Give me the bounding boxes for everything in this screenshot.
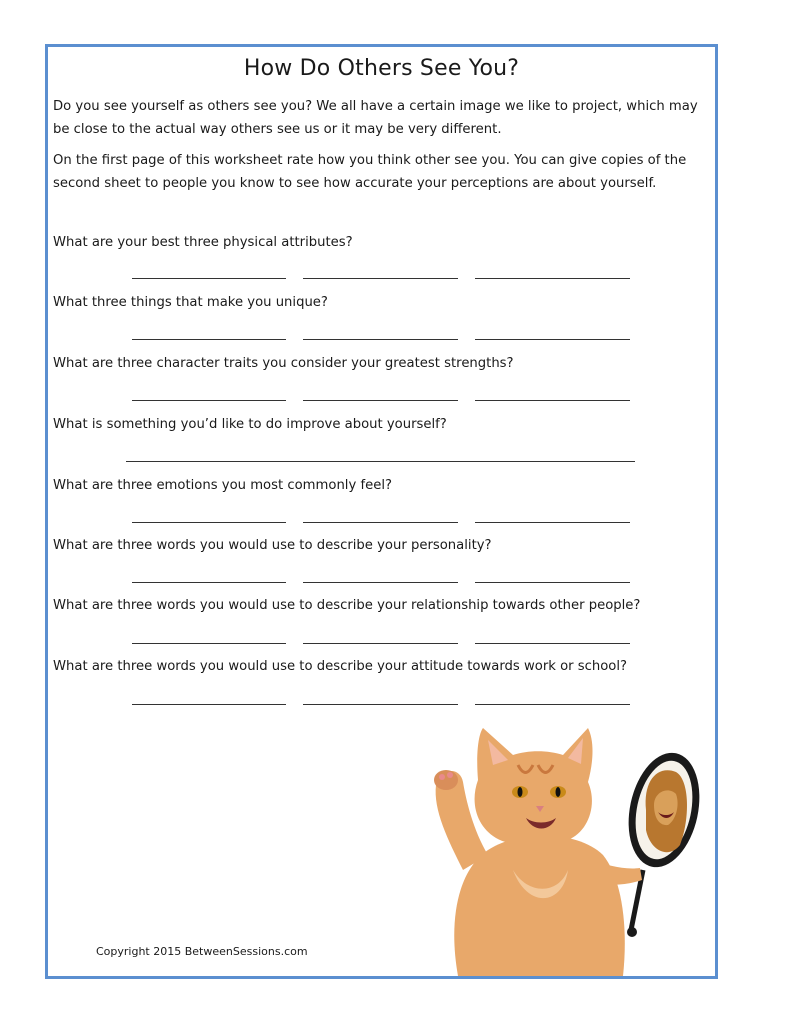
- answer-blank-8c[interactable]: [475, 704, 630, 705]
- answer-blank-6b[interactable]: [303, 582, 458, 583]
- question-7: What are three words you would use to describe your relationship towards other people?: [53, 598, 641, 613]
- answer-blank-5b[interactable]: [303, 522, 458, 523]
- answer-blank-7c[interactable]: [475, 643, 630, 644]
- question-4: What is something you’d like to do improve about yourself?: [53, 417, 447, 432]
- answer-blank-4[interactable]: [126, 461, 635, 462]
- answer-blank-5c[interactable]: [475, 522, 630, 523]
- answer-blank-2a[interactable]: [132, 339, 286, 340]
- answer-blank-2b[interactable]: [303, 339, 458, 340]
- answer-blank-6c[interactable]: [475, 582, 630, 583]
- question-2: What three things that make you unique?: [53, 295, 328, 310]
- answer-blank-2c[interactable]: [475, 339, 630, 340]
- copyright-text: Copyright 2015 BetweenSessions.com: [96, 945, 308, 958]
- intro-paragraph-2: On the first page of this worksheet rate how you think other see you. You can give copies of the second sheet to people you know to see how accurate your perceptions are about yourself.: [53, 153, 687, 191]
- question-8: What are three words you would use to describe your attitude towards work or school?: [53, 659, 628, 674]
- question-6: What are three words you would use to describe your personality?: [53, 538, 492, 553]
- answer-blank-5a[interactable]: [132, 522, 286, 523]
- answer-blank-7b[interactable]: [303, 643, 458, 644]
- question-5: What are three emotions you most commonly feel?: [53, 478, 392, 493]
- answer-blank-6a[interactable]: [132, 582, 286, 583]
- answer-blank-1b[interactable]: [303, 278, 458, 279]
- answer-blank-3c[interactable]: [475, 400, 630, 401]
- question-1: What are your best three physical attributes?: [53, 235, 353, 250]
- answer-blank-7a[interactable]: [132, 643, 286, 644]
- page-title: How Do Others See You?: [243, 56, 520, 81]
- answer-blank-3a[interactable]: [132, 400, 286, 401]
- answer-blank-1a[interactable]: [132, 278, 286, 279]
- answer-blank-1c[interactable]: [475, 278, 630, 279]
- question-3: What are three character traits you consider your greatest strengths?: [53, 356, 514, 371]
- answer-blank-3b[interactable]: [303, 400, 458, 401]
- intro-paragraph-1: Do you see yourself as others see you? We all have a certain image we like to project, which may be close to the actual way others see us or it may be very different.: [53, 99, 698, 137]
- cat-mirror-illustration: [418, 720, 710, 976]
- answer-blank-8b[interactable]: [303, 704, 458, 705]
- answer-blank-8a[interactable]: [132, 704, 286, 705]
